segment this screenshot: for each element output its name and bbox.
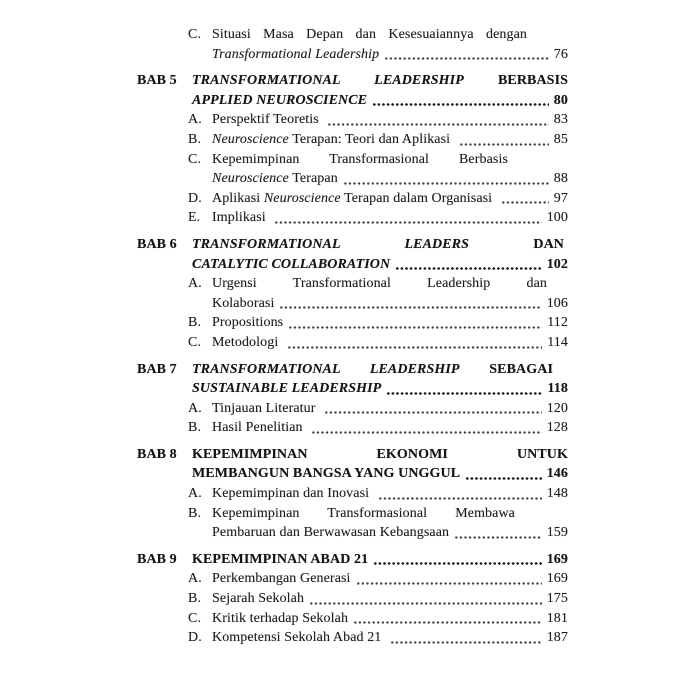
- chapter-bab-5: [137, 71, 568, 228]
- toc-subitem: [188, 208, 568, 228]
- toc-line-text: [212, 276, 547, 291]
- toc-subitem: [188, 609, 568, 629]
- page-number: 128: [546, 420, 568, 436]
- toc-text: Kepemimpinan dan Inovasi: [212, 486, 373, 502]
- subitem-text: [212, 333, 568, 353]
- subitem-text: [212, 130, 568, 150]
- toc-line-text: [212, 333, 282, 353]
- toc-subitem: [188, 484, 568, 504]
- toc-text: Kepemimpinan Transformasional Berbasis: [212, 151, 508, 167]
- toc-text: Pembaruan dan Berwawasan Kebangsaan: [212, 525, 450, 541]
- toc-text: Tinjauan Literatur: [212, 400, 320, 416]
- dot-leader: [373, 555, 541, 566]
- dot-leader: [384, 50, 549, 61]
- toc-line-text: [212, 152, 508, 167]
- subitem-text: [212, 25, 568, 64]
- page-number: 88: [553, 171, 568, 187]
- dot-leader: [309, 595, 542, 606]
- toc-line-text: [212, 130, 454, 150]
- toc-text-italic: APPLIED NEUROSCIENCE: [192, 92, 368, 108]
- dot-leader: [327, 116, 548, 127]
- dot-leader: [386, 385, 542, 396]
- toc-line-with-page: [212, 294, 568, 314]
- toc-text: Kompetensi Sekolah Abad 21: [212, 630, 386, 646]
- page-number: 102: [546, 256, 568, 272]
- toc-line-with-page: [212, 130, 568, 150]
- toc-line-with-page: [192, 550, 568, 570]
- chapter-heading: [137, 360, 568, 399]
- chapter-title: [192, 445, 568, 484]
- toc-line-text: [212, 294, 274, 314]
- toc-line-text: [212, 399, 319, 419]
- page-number: 146: [546, 466, 568, 482]
- subitem-letter: A.: [188, 276, 202, 292]
- toc-line: [212, 504, 568, 524]
- toc-subitem: [188, 333, 568, 353]
- toc-line-text: [192, 237, 564, 252]
- toc-text-italic: SUSTAINABLE LEADERSHIP: [192, 381, 382, 397]
- chapter-heading: [137, 235, 568, 274]
- toc-text: Terapan dalam Organisasi: [340, 190, 496, 206]
- subitem-letter: C.: [188, 27, 202, 42]
- toc-line-with-page: [212, 399, 568, 419]
- toc-line-text: [212, 523, 449, 543]
- dot-leader: [311, 424, 541, 435]
- page-number: 169: [546, 571, 568, 587]
- toc-text: KEPEMIMPINAN EKONOMI UNTUK: [192, 446, 568, 462]
- toc-subitem: [188, 628, 568, 648]
- subitem-text: [212, 609, 568, 629]
- toc-line: [192, 71, 568, 91]
- page-number: 169: [546, 551, 568, 567]
- toc-text: Perkembangan Generasi: [212, 571, 351, 587]
- toc-line-text: [192, 255, 390, 275]
- toc-line-text: [212, 110, 322, 130]
- subitem-letter: B.: [188, 505, 202, 521]
- page-number: 159: [546, 525, 568, 541]
- dot-leader: [465, 470, 542, 481]
- chapter-heading: [137, 550, 568, 570]
- toc-line-with-page: [192, 255, 568, 275]
- subitem-letter: C.: [188, 610, 202, 626]
- subitem-letter: E.: [188, 210, 201, 226]
- toc-line-text: [212, 189, 496, 209]
- toc-subitem: [188, 150, 568, 189]
- toc-text: Terapan: Teori dan Aplikasi: [288, 131, 454, 147]
- toc-text-italic: TRANSFORMATIONAL LEADERS: [192, 236, 469, 252]
- toc-line-text: [212, 45, 379, 65]
- toc-text: DAN: [469, 236, 565, 252]
- toc-line-text: [212, 313, 283, 333]
- subitem-text: [212, 628, 568, 648]
- toc-text: Metodologi: [212, 334, 282, 350]
- subitem-text: [212, 150, 568, 189]
- chapter-number: BAB 6: [137, 236, 177, 252]
- toc-line-text: [212, 506, 515, 521]
- page-number: 83: [553, 112, 568, 128]
- chapter-heading: [137, 71, 568, 110]
- subitem-letter: B.: [188, 420, 202, 436]
- toc-text: Aplikasi: [212, 190, 264, 206]
- toc-subitem: [188, 504, 568, 543]
- toc-line: [192, 360, 568, 380]
- toc-line-with-page: [212, 333, 568, 353]
- toc-text-italic: TRANSFORMATIONAL LEADERSHIP: [192, 361, 460, 377]
- toc-line: [212, 274, 568, 294]
- toc-line-with-page: [212, 589, 568, 609]
- toc-line-with-page: [212, 169, 568, 189]
- toc-text: Urgensi Transformational Leadership dan: [212, 276, 547, 292]
- subitem-letter: A.: [188, 400, 202, 416]
- toc-line-with-page: [212, 418, 568, 438]
- toc-text-italic: Transformational Leadership: [212, 46, 380, 62]
- toc-line-with-page: [192, 464, 568, 484]
- page-number: 97: [553, 190, 568, 206]
- toc-text: Hasil Penelitian: [212, 420, 307, 436]
- page-number: 76: [553, 46, 568, 62]
- chapter-heading: [137, 445, 568, 484]
- toc-subitem: [188, 274, 568, 313]
- toc-line-text: [212, 27, 527, 42]
- chapter-number: BAB 8: [137, 446, 177, 462]
- toc-line-with-page: [212, 569, 568, 589]
- toc-line-text: [192, 362, 553, 377]
- chapter-title: [192, 235, 568, 274]
- toc-text-italic: Neuroscience: [212, 131, 289, 147]
- subitem-letter: D.: [188, 630, 202, 646]
- toc-line-with-page: [212, 609, 568, 629]
- toc-subitem: [188, 589, 568, 609]
- dot-leader: [501, 194, 549, 205]
- page-number: 112: [547, 315, 568, 331]
- dot-leader: [378, 490, 542, 501]
- chapter-number: BAB 5: [137, 73, 177, 89]
- subitem-letter: A.: [188, 112, 202, 128]
- subitem-letter: B.: [188, 591, 202, 607]
- toc-line-with-page: [212, 45, 568, 65]
- dot-leader: [343, 175, 549, 186]
- toc-text-italic: Neuroscience: [263, 190, 341, 206]
- toc-text: Terapan: [288, 171, 338, 187]
- subitem-text: [212, 418, 568, 438]
- page-number: 100: [546, 210, 568, 226]
- page-number: 175: [546, 591, 568, 607]
- subitem-text: [212, 504, 568, 543]
- toc-text: Situasi Masa Depan dan Kesesuaiannya dengan: [212, 27, 527, 42]
- page-number: 181: [546, 610, 568, 626]
- toc-text: BERBASIS: [463, 73, 568, 89]
- subitem-text: [212, 110, 568, 130]
- subitem-letter: D.: [188, 190, 202, 206]
- toc-line-text: [212, 628, 385, 648]
- chapter-bab-6: [137, 235, 568, 353]
- dot-leader: [274, 214, 541, 225]
- page-number: 148: [546, 486, 568, 502]
- toc-text: Propositions: [212, 315, 284, 331]
- subitem-letter: A.: [188, 486, 202, 502]
- page-number: 106: [546, 295, 568, 311]
- toc-line-with-page: [212, 208, 568, 228]
- subitem-text: [212, 399, 568, 419]
- chapter-bab-8: [137, 445, 568, 543]
- toc-subitem: [188, 418, 568, 438]
- dot-leader: [372, 96, 549, 107]
- toc-text-italic: TRANSFORMATIONAL LEADERSHIP: [192, 73, 464, 89]
- toc-subitem: [188, 399, 568, 419]
- toc-subitem: [188, 189, 568, 209]
- dot-leader: [390, 634, 542, 645]
- subitem-text: [212, 208, 568, 228]
- toc-line-text: [192, 464, 460, 484]
- toc-subitem: [188, 313, 568, 333]
- subitem-text: [212, 484, 568, 504]
- toc-text: SEBAGAI: [459, 361, 554, 377]
- toc-line-with-page: [192, 91, 568, 111]
- toc-text-italic: CATALYTIC COLLABORATION: [192, 256, 391, 272]
- toc-text: Perspektif Teoretis: [212, 112, 323, 128]
- toc-subitem: [188, 110, 568, 130]
- toc-text: Kepemimpinan Transformasional Membawa: [212, 505, 515, 521]
- page-number: 114: [547, 334, 568, 350]
- chapter-title: [192, 71, 568, 110]
- toc-line-text: [212, 609, 348, 629]
- toc-line-text: [212, 589, 304, 609]
- toc-line: [212, 150, 568, 170]
- dot-leader: [287, 339, 542, 350]
- toc-line-text: [212, 169, 338, 189]
- toc-line-text: [192, 91, 367, 111]
- chapter-bab-9: [137, 550, 568, 648]
- toc-line-with-page: [212, 523, 568, 543]
- toc-line-text: [192, 550, 368, 570]
- dot-leader: [356, 575, 542, 586]
- toc-line-with-page: [192, 379, 568, 399]
- dot-leader: [288, 319, 542, 330]
- toc-text: MEMBANGUN BANGSA YANG UNGGUL: [192, 466, 461, 482]
- chapter-bab-7: [137, 360, 568, 438]
- toc-text: KEPEMIMPINAN ABAD 21: [192, 551, 369, 567]
- subitem-letter: A.: [188, 571, 202, 587]
- page-number: 118: [547, 381, 568, 397]
- toc-line: [192, 235, 568, 255]
- dot-leader: [353, 614, 542, 625]
- subitem-letter: B.: [188, 315, 202, 331]
- subitem-text: [212, 313, 568, 333]
- toc-line-with-page: [212, 628, 568, 648]
- toc-line-text: [192, 447, 568, 462]
- subitem-letter: C.: [188, 334, 202, 350]
- toc-text: Kritik terhadap Sekolah: [212, 610, 349, 626]
- toc-line-text: [192, 73, 568, 88]
- toc: [137, 25, 568, 648]
- toc-line: [192, 445, 568, 465]
- toc-subitem: [188, 130, 568, 150]
- dot-leader: [279, 299, 541, 310]
- chapter-title: [192, 550, 568, 570]
- page-number: 187: [546, 630, 568, 646]
- chapter-title: [192, 360, 568, 399]
- page-number: 120: [546, 400, 568, 416]
- toc-line-text: [212, 418, 306, 438]
- toc-line-text: [212, 569, 351, 589]
- chapter-number: BAB 9: [137, 551, 177, 567]
- toc-text: Kolaborasi: [212, 295, 275, 311]
- subitem-letter: C.: [188, 151, 202, 167]
- toc-text: Sejarah Sekolah: [212, 591, 305, 607]
- toc-line-text: [212, 208, 269, 228]
- dot-leader: [459, 136, 549, 147]
- subitem-text: [212, 569, 568, 589]
- toc-text: Implikasi: [212, 210, 270, 226]
- toc-text-italic: Neuroscience: [212, 171, 289, 187]
- subitem-text: [212, 589, 568, 609]
- toc-line-with-page: [212, 484, 568, 504]
- subitem-text: [212, 274, 568, 313]
- page-number: 85: [553, 131, 568, 147]
- toc-subitem: [188, 569, 568, 589]
- toc-line-with-page: [212, 189, 568, 209]
- toc-line-text: [212, 484, 373, 504]
- subitem-letter: B.: [188, 131, 202, 147]
- dot-leader: [454, 529, 542, 540]
- toc-line-with-page: [212, 313, 568, 333]
- dot-leader: [395, 260, 541, 271]
- page-number: 80: [553, 92, 568, 108]
- toc-line: [212, 25, 568, 45]
- subitem-text: [212, 189, 568, 209]
- toc-subitem: [188, 25, 568, 64]
- toc-line-with-page: [212, 110, 568, 130]
- dot-leader: [324, 404, 542, 415]
- toc-line-text: [192, 379, 381, 399]
- chapter-number: BAB 7: [137, 361, 177, 377]
